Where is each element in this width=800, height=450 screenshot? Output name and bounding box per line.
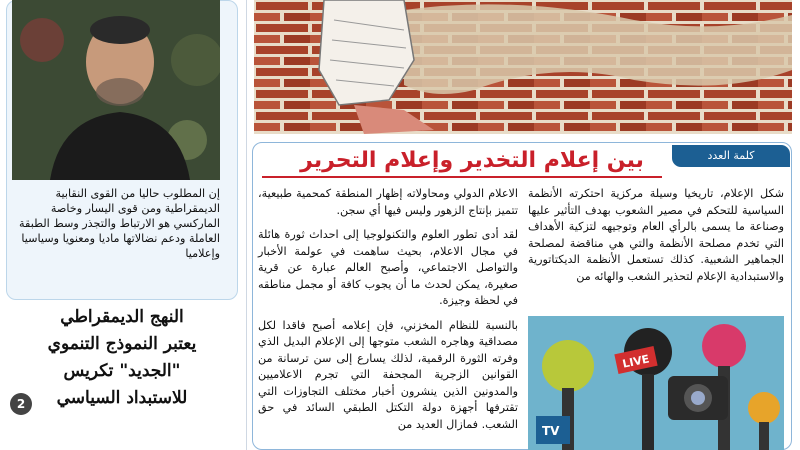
section-tag: كلمة العدد [672,145,790,167]
banner-image [254,0,792,134]
paragraph: بالنسبة للنظام المخزني، فإن إعلامه أصبح فاقدا لكل مصداقية وهاجره الشعب متوجها إلى الإعلام البديل الذي وفرته الثورة الرقمية، لذلك يسارع إلى سن ترسانة من القوانين الزجرية المجحفة التي تجرم الاعلاميين والمدونين الذين ينشرون أخبار مختلف التجاوزات التي تقترفها أجهزة دولة التكتل الطبقي السائد في حق الشعب. فمازال العديد من [258,318,518,431]
slogan-line: يعتبر النموذج التنموي [47,334,197,354]
portrait-photo [12,0,220,180]
article-column-right [528,186,784,285]
bandaged-hand-brick-icon [254,0,792,134]
paragraph: لقد أدى تطور العلوم والتكنولوجيا إلى احداث ثورة هائلة في مجال الاعلام، بحيث ساهمت في عولمة الأخبار والتواصل الاجتماعي، وأصبح العالم عبارة عن قرية صغيرة، يمكن لحدث ما أن يجوب كافة أو مجمل مناطقه في لحظة وجيزة. [258,228,518,307]
paragraph: شكل الإعلام، تاريخيا وسيلة مركزية احتكرته الأنظمة السياسية للتحكم في مصير الشعوب بهدف التأثير عليها وصناعة ما يسمى بالرأي العام وتوجيهه لتزكية الأهداف التي تخدم مصلحة الأنظمة والتي هي مناقضة لمصلحة الجماهير الشعبية. كذلك تستعمل الأنظمة الديكتاتورية والاستبدادية الإعلام لتحذير الشعب والهائه من [528,187,784,283]
article-headline: بين إعلام التخدير وإعلام التحرير [300,148,644,173]
article-column-left [258,186,518,441]
slogan-line: "الجديد" تكريس [63,361,181,381]
slogan-line: للاستبداد السياسي [56,388,188,408]
slogan-block [6,304,238,412]
live-label: LIVE [621,352,651,371]
headline-underline [262,176,662,178]
paragraph: الاعلام الدولي ومحاولاته إظهار المنطقة كمحمية طبيعية، تتميز بإنتاج الزهور وليس فيها أي سجن. [258,187,518,217]
microphones-icon [528,316,784,450]
column-divider [246,0,247,450]
media-image [528,316,784,450]
page-number-badge: 2 [10,393,32,415]
tv-label: TV [542,424,560,438]
photo-caption: إن المطلوب حاليا من القوى النقابية الديمقراطية ومن قوى اليسار وخاصة الماركسي هو الارتباط والتجذر وسط الطبقة العاملة ودعم نضالاتها ماديا ومعنويا وسياسيا وإعلاميا [19,187,220,260]
slogan-line: النهج الديمقراطي [60,307,184,327]
man-portrait-icon [12,0,220,180]
